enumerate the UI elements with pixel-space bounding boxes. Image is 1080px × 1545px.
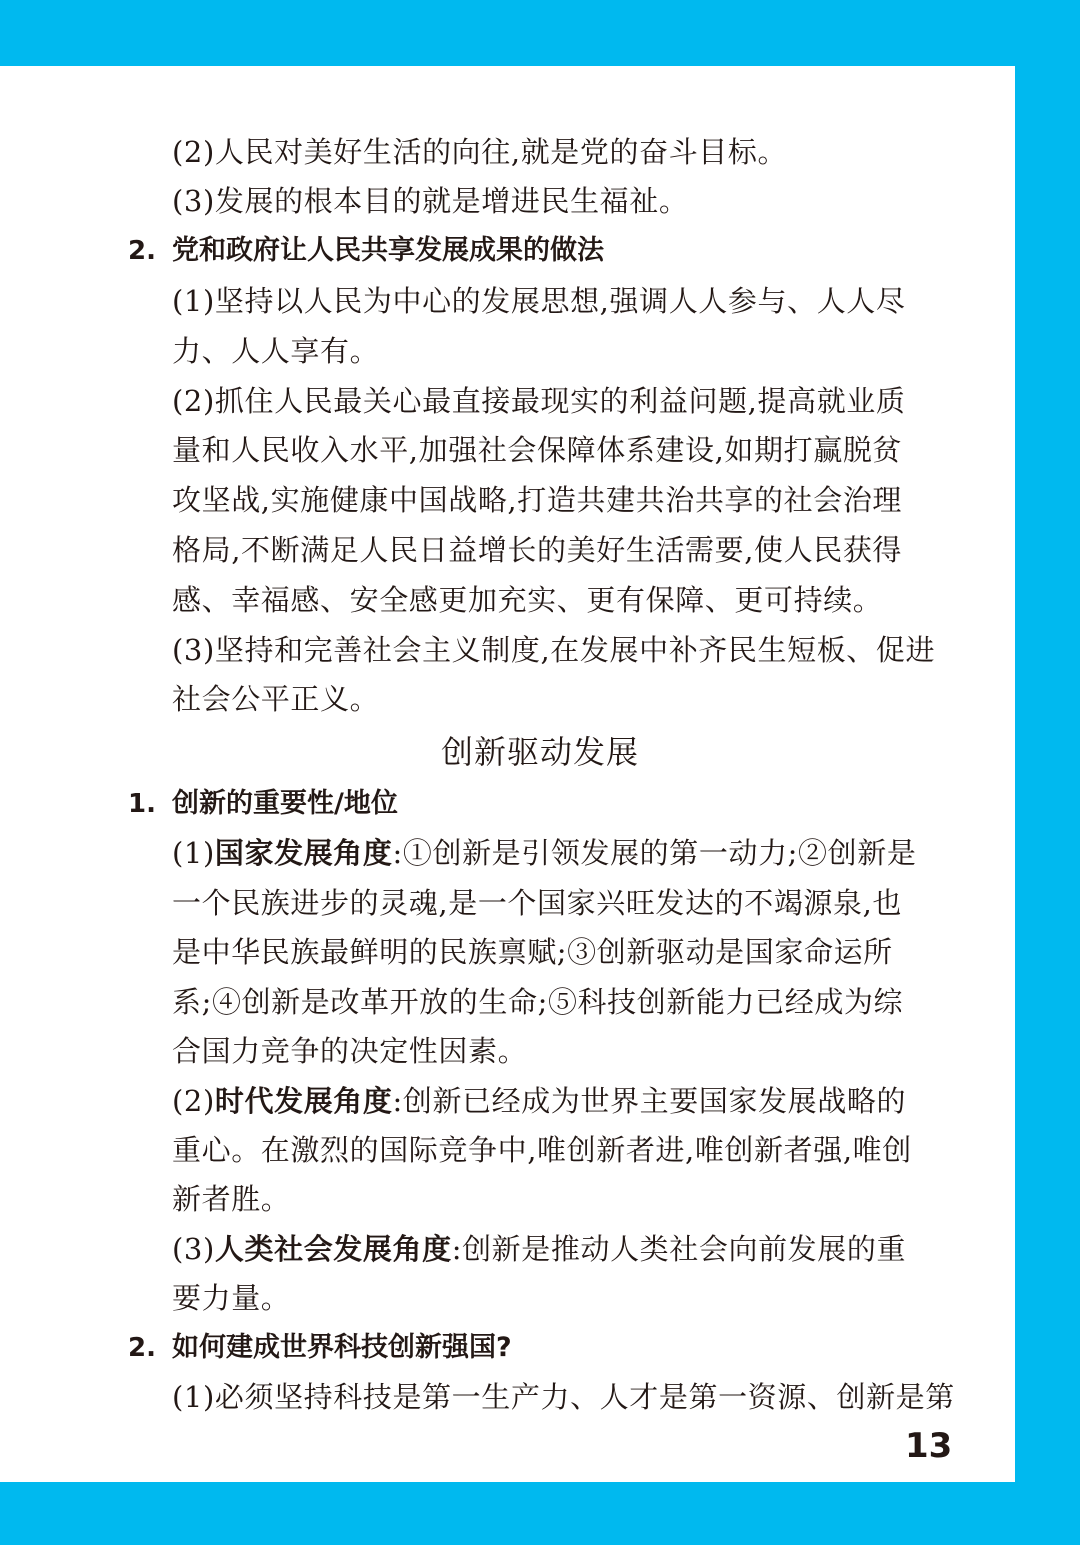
text-line: 格局,不断满足人民日益增长的美好生活需要,使人民获得: [172, 533, 903, 567]
paragraph-line: [172, 833, 962, 873]
item-text: :创新已经成为世界主要国家发展战略的: [392, 1084, 907, 1118]
heading-number: 2.: [128, 1333, 156, 1363]
heading-title: 如何建成世界科技创新强国?: [172, 1332, 512, 1363]
item-number: (2): [172, 1084, 215, 1118]
text-line: 攻坚战,实施健康中国战略,打造共建共治共享的社会治理: [172, 483, 903, 517]
bold-label: 人类社会发展角度: [214, 1232, 452, 1266]
heading-number: 2.: [128, 236, 156, 266]
heading-title: 创新的重要性/地位: [172, 788, 398, 819]
text-line: (3)坚持和完善社会主义制度,在发展中补齐民生短板、促进: [172, 633, 936, 667]
text-line: 要力量。: [172, 1281, 291, 1315]
text-line: (2)人民对美好生活的向往,就是党的奋斗目标。: [172, 135, 788, 169]
item-text: :①创新是引领发展的第一动力;②创新是: [392, 836, 917, 870]
page-number: 13: [905, 1426, 953, 1466]
text-line: (1)必须坚持科技是第一生产力、人才是第一资源、创新是第: [172, 1380, 955, 1414]
item-text: :创新是推动人类社会向前发展的重: [451, 1232, 907, 1266]
heading-number: 1.: [128, 789, 156, 819]
text-line: 一个民族进步的灵魂,是一个国家兴旺发达的不竭源泉,也: [172, 886, 903, 920]
text-line: 量和人民收入水平,加强社会保障体系建设,如期打赢脱贫: [172, 433, 903, 467]
heading-title: 党和政府让人民共享发展成果的做法: [172, 235, 604, 266]
bold-label: 时代发展角度: [214, 1084, 393, 1118]
page-sheet: [0, 66, 1015, 1482]
text-line: (3)发展的根本目的就是增进民生福祉。: [172, 184, 689, 218]
item-number: (1): [172, 836, 215, 870]
bold-label: 国家发展角度: [214, 836, 393, 870]
section-title: 创新驱动发展: [440, 733, 639, 771]
paragraph-line: [172, 1081, 962, 1121]
text-line: 力、人人享有。: [172, 334, 380, 368]
paragraph-line: [172, 1229, 962, 1269]
text-line: 感、幸福感、安全感更加充实、更有保障、更可持续。: [172, 583, 883, 617]
text-line: 系;④创新是改革开放的生命;⑤科技创新能力已经成为综: [172, 985, 904, 1019]
text-line: 社会公平正义。: [172, 682, 380, 716]
text-line: 合国力竞争的决定性因素。: [172, 1034, 528, 1068]
text-line: 重心。在激烈的国际竞争中,唯创新者进,唯创新者强,唯创: [172, 1133, 912, 1167]
item-number: (3): [172, 1232, 215, 1266]
text-line: (1)坚持以人民为中心的发展思想,强调人人参与、人人尽: [172, 284, 906, 318]
text-line: 是中华民族最鲜明的民族禀赋;③创新驱动是国家命运所: [172, 935, 893, 969]
text-line: 新者胜。: [172, 1182, 291, 1216]
text-line: (2)抓住人民最关心最直接最现实的利益问题,提高就业质: [172, 384, 906, 418]
